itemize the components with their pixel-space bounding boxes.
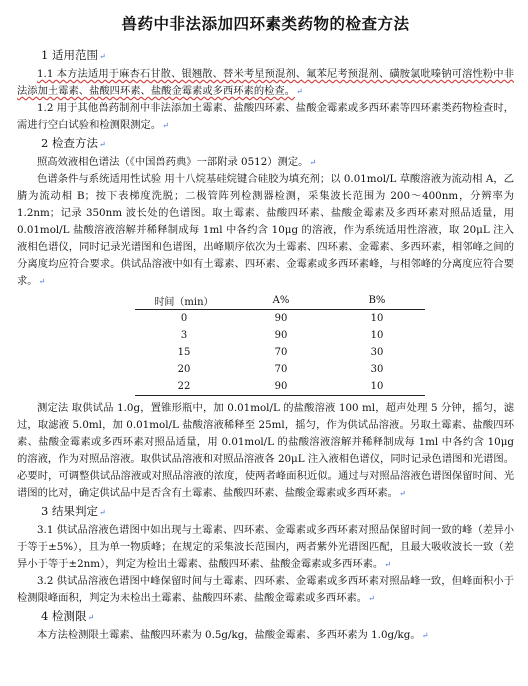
table-cell: 3 xyxy=(180,330,188,341)
paragraph-1-2-text: 1.2 用于其他兽药制剂中非法添加土霉素、盐酸四环素、盐酸金霉素或多西环素等四环素类药物检查时，需进行空白试验和检测限测定。 xyxy=(17,102,514,131)
paragraph-chromatographic-conditions-text: 色谱条件与系统适用性试验 用十八烷基硅烷键合硅胶为填充剂；以 0.01mol/L 草酸溶液为流动相 A，乙腈为流动相 B；按下表梯度洗脱；二极管阵列检测器检测，采集波长范围为 200～400nm，分辨率为 1.2nm；记录 350nm 波长处的色谱图。取土霉素、盐酸四环素、盐酸金霉素及多西环素对照品适量，用 0.01mol/L 盐酸溶液溶解并稀释制成每 1ml 中各约含 10μg 的溶液，作为系统适用性溶液，取 20μL 注入液相色谱仪，同时记录光谱图和色谱图，出峰顺序依次为土霉素、四环素、金霉素、多西环素，相邻峰之间的分离度均应符合要求。供试品溶液中如有土霉素、四环素、金霉素或多西环素峰，与相邻峰的分离度应符合要求。 xyxy=(17,173,514,287)
table-cell: 10 xyxy=(370,330,384,341)
table-cell: 90 xyxy=(274,313,288,324)
section-1-heading-text: 1 适用范围 xyxy=(41,48,98,62)
paragraph-test-method-text: 测定法 取供试品 1.0g，置锥形瓶中，加 0.01mol/L 的盐酸溶液 100 ml，超声处理 5 分钟，摇匀，滤过，取滤液 5.0ml，加 0.01mol/L 盐酸溶液稀释至 25ml，摇匀，作为供试品溶液。另取土霉素、盐酸四环素、盐酸金霉素或多西环素对照品适量，用 0.01mol/L 的盐酸溶液溶解并稀释制成每 1ml 中各约含 10μg 的溶液，作为对照品溶液。取供试品溶液和对照品溶液各 20μL 注入液相色谱仪，同时记录色谱图和光谱图。必要时，可调整供试品溶液或对照品溶液的浓度，使两者峰面积近似。通过与对照品溶液色谱图保留时间、光谱图的比对，确定供试品中是否含有土霉素、盐酸四环素、盐酸金霉素或多西环素。 xyxy=(17,402,514,499)
paragraph-mark: ↵ xyxy=(98,508,106,517)
paragraph-1-2 xyxy=(17,100,514,134)
document-title: 兽药中非法添加四环素类药物的检查方法 xyxy=(121,15,410,33)
paragraph-3-1 xyxy=(17,522,514,573)
gradient-col-time: 时间（min） xyxy=(135,292,233,310)
paragraph-mark: ↵ xyxy=(87,613,95,622)
table-cell: 90 xyxy=(274,330,288,341)
paragraph-mark: ↵ xyxy=(384,560,391,569)
table-cell: 15 xyxy=(177,347,191,358)
gradient-table xyxy=(135,292,425,396)
gradient-col-b: B% xyxy=(329,292,425,310)
table-row xyxy=(135,327,425,344)
paragraph-3-2 xyxy=(17,573,514,607)
paragraph-4-text: 本方法检测限土霉素、盐酸四环素为 0.5g/kg，盐酸金霉素、多西环素为 1.0g/kg。 xyxy=(37,629,421,641)
table-cell: 0 xyxy=(180,313,188,324)
table-cell: 30 xyxy=(370,364,384,375)
section-2-heading xyxy=(17,134,514,154)
paragraph-mark: ↵ xyxy=(98,52,106,61)
table-row xyxy=(135,361,425,378)
table-cell: 90 xyxy=(233,378,329,396)
table-cell: 70 xyxy=(274,347,288,358)
paragraph-mark: ↵ xyxy=(296,87,303,96)
table-row xyxy=(135,310,425,328)
table-cell: 30 xyxy=(370,347,384,358)
paragraph-4 xyxy=(17,627,514,644)
paragraph-3-1-text: 3.1 供试品溶液色谱图中如出现与土霉素、四环素、金霉素或多西环素对照品保留时间一致的峰（差异小于等于±5%），且为单一物质峰；在规定的采集波长范围内，两者紫外光谱图匹配，且最大吸收波长一致（差异小于等于±2nm），判定为检出土霉素、盐酸四环素、盐酸金霉素或多西环素。 xyxy=(17,524,514,570)
table-cell: 10 xyxy=(329,378,425,396)
paragraph-test-method xyxy=(17,400,514,502)
table-cell: 70 xyxy=(274,364,288,375)
paragraph-2-intro-text: 照高效液相色谱法（《中国兽药典》一部附录 0512）测定。 xyxy=(37,156,309,168)
paragraph-mark: ↵ xyxy=(309,158,317,167)
table-cell: 20 xyxy=(177,364,191,375)
paragraph-mark: ↵ xyxy=(368,594,375,603)
section-4-heading-text: 4 检测限 xyxy=(41,609,87,623)
paragraph-mark: ↵ xyxy=(38,277,46,286)
paragraph-mark: ↵ xyxy=(162,121,169,130)
table-cell: 22 xyxy=(135,378,233,396)
paragraph-1-1-text: 1.1 本方法适用于麻杏石甘散、银翘散、替米考星预混剂、氟苯尼考预混剂、磺胺氯吡嗪钠可溶性粉中非法添加土霉素、盐酸四环素、盐酸金霉素或多西环素的检查。 xyxy=(17,68,514,97)
section-3-heading xyxy=(17,502,514,522)
paragraph-1-1 xyxy=(17,66,514,100)
paragraph-3-2-text: 3.2 供试品溶液色谱图中峰保留时间与土霉素、四环素、金霉素或多西环素对照品峰一致，但峰面积小于检测限峰面积，判定为未检出土霉素、盐酸四环素、盐酸金霉素或多西环素。 xyxy=(17,575,514,604)
gradient-table-header-row xyxy=(135,292,425,310)
paragraph-mark: ↵ xyxy=(421,631,429,640)
paragraph-chromatographic-conditions xyxy=(17,171,514,290)
section-4-heading xyxy=(17,607,514,627)
table-row xyxy=(135,344,425,361)
paragraph-mark: ↵ xyxy=(398,489,406,498)
paragraph-mark: ↵ xyxy=(98,140,106,149)
paragraph-2-intro xyxy=(17,154,514,171)
gradient-col-a: A% xyxy=(233,292,329,310)
section-3-heading-text: 3 结果判定 xyxy=(41,504,98,518)
table-row xyxy=(135,378,425,396)
section-2-heading-text: 2 检查方法 xyxy=(41,136,98,150)
section-1-heading xyxy=(17,46,514,66)
table-cell: 10 xyxy=(370,313,384,324)
